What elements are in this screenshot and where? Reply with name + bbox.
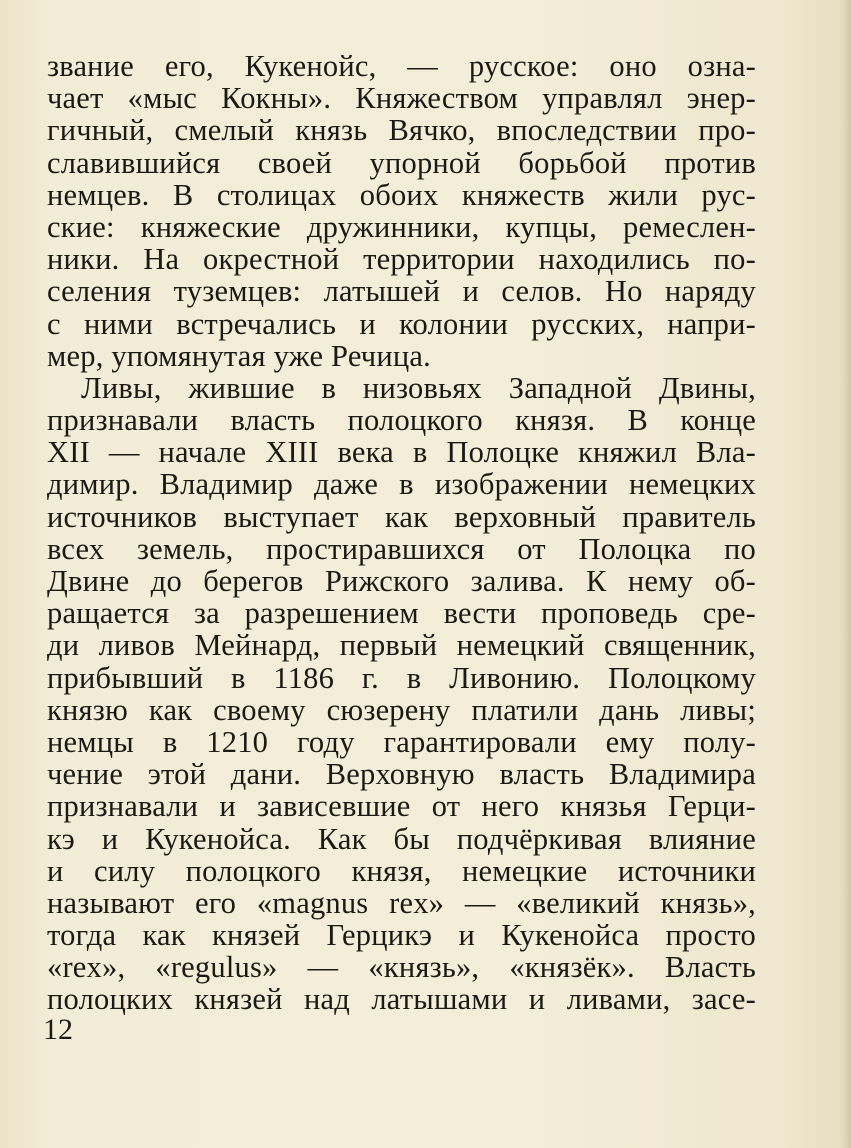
text-line: прибывший в 1186 г. в Ливонию. Полоцкому bbox=[47, 660, 756, 695]
text-line: Ливы, жившие в низовьях Западной Двины, bbox=[81, 370, 756, 405]
text-line: с ними встречались и колонии русских, напри- bbox=[47, 306, 756, 341]
text-line: мер, упомянутая уже Речица. bbox=[47, 338, 431, 373]
text-line: звание его, Кукенойс, — русское: оно озна- bbox=[47, 49, 756, 83]
text-line: гичный, смелый князь Вячко, впоследствии про- bbox=[47, 113, 756, 148]
text-line: полоцких князей над латышами и ливами, засе- bbox=[47, 982, 756, 1017]
text-line: ди ливов Мейнард, первый немецкий священник, bbox=[47, 628, 756, 663]
text-line: немцы в 1210 году гарантировали ему полу- bbox=[47, 724, 756, 759]
text-line: князю как своему сюзерену платили дань ливы; bbox=[47, 692, 756, 727]
page-edge-shadow bbox=[841, 0, 851, 1148]
text-line: XII — начале XIII века в Полоцке княжил Вла- bbox=[47, 435, 756, 470]
text-line: чение этой дани. Верховную власть Владимира bbox=[47, 757, 756, 792]
text-line: кэ и Кукенойса. Как бы подчёркивая влияние bbox=[47, 821, 756, 856]
text-line: славившийся своей упорной борьбой против bbox=[47, 145, 756, 180]
text-line: чает «мыс Кокны». Княжеством управлял энер- bbox=[47, 81, 756, 116]
text-line: всех земель, простиравшихся от Полоцка по bbox=[47, 531, 756, 566]
text-line: и силу полоцкого князя, немецкие источники bbox=[47, 853, 756, 888]
body-text bbox=[47, 50, 756, 1016]
text-line: ники. На окрестной территории находились по- bbox=[47, 242, 756, 277]
text-line: Двине до берегов Рижского залива. К нему об- bbox=[47, 564, 756, 598]
text-line: ращается за разрешением вести проповедь сре- bbox=[47, 596, 756, 631]
text-line: признавали и зависевшие от него князья Герци- bbox=[47, 789, 756, 824]
text-line: «rex», «regulus» — «князь», «князёк». Власть bbox=[47, 950, 756, 985]
page-number: 12 bbox=[43, 1013, 73, 1046]
text-line: селения туземцев: латышей и селов. Но наряду bbox=[47, 274, 756, 309]
text-line: ские: княжеские дружинники, купцы, ремеслен- bbox=[47, 209, 756, 244]
text-line: димир. Владимир даже в изображении немецких bbox=[47, 467, 756, 502]
text-line: называют его «magnus rex» — «великий князь», bbox=[47, 885, 756, 920]
text-line: источников выступает как верховный правитель bbox=[47, 499, 756, 534]
text-line: признавали власть полоцкого князя. В конце bbox=[47, 403, 756, 438]
text-line: тогда как князей Герцикэ и Кукенойса просто bbox=[47, 918, 756, 953]
text-line: немцев. В столицах обоих княжеств жили рус- bbox=[47, 177, 756, 212]
